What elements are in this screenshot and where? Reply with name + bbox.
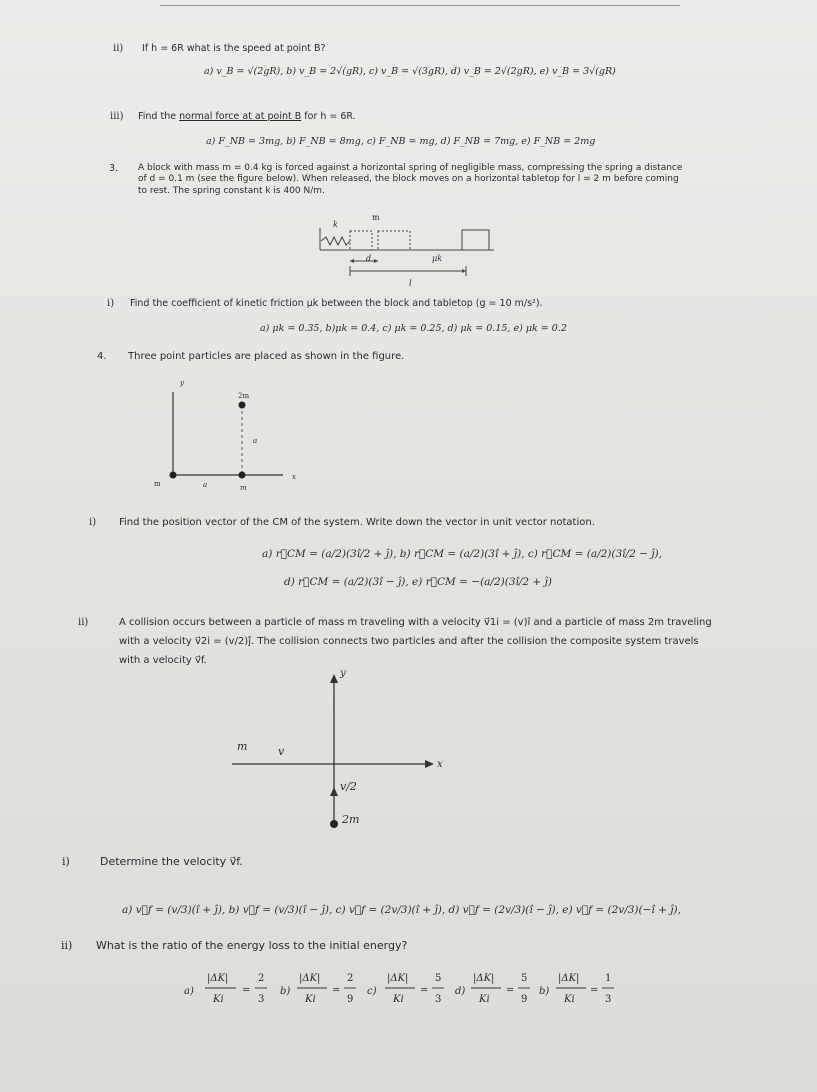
answer-options: a) μk = 0.35, b)μk = 0.4, c) μk = 0.25, d) μk = 0.15, e) μk = 0.2 xyxy=(260,323,567,334)
fig-label-x: x xyxy=(292,473,296,481)
fig-label-2m: 2m xyxy=(342,813,360,826)
problem-text: Three point particles are placed as shown in the figure. xyxy=(128,351,405,362)
fig-label-k: k xyxy=(333,220,338,229)
option-label: a) xyxy=(184,986,194,997)
ratio-numerator: |ΔK| xyxy=(473,973,495,984)
ratio-numerator: |ΔK| xyxy=(299,973,321,984)
question-line: with a velocity v⃗f. xyxy=(119,655,207,666)
text-fragment: Find the xyxy=(138,111,180,122)
question-text: If h = 6R what is the speed at point B? xyxy=(142,43,326,54)
fig-label-l: l xyxy=(409,279,412,288)
equals-sign: = xyxy=(506,985,515,996)
answer-options: a) v⃗f = (v/3)(î + ĵ), b) v⃗f = (v/3)(î − ĵ), c) v⃗f = (2v/3)(î + ĵ), d) v⃗f = (2v/3)(î − ĵ), e) v⃗f = (2v/3)(−î + ĵ), xyxy=(122,904,681,916)
option-label: d) xyxy=(455,986,466,997)
fig-label-mu: μk xyxy=(432,254,443,263)
ratio-denominator: Ki xyxy=(305,994,316,1005)
value-denominator: 3 xyxy=(605,994,612,1005)
value-numerator: 1 xyxy=(605,973,612,984)
fig-label-m: m xyxy=(240,484,247,492)
option-label: b) xyxy=(280,986,291,997)
fig-label-v: v xyxy=(278,745,285,758)
answer-options: a) r⃗CM = (a/2)(3î/2 + ĵ), b) r⃗CM = (a/2)(3î + ĵ), c) r⃗CM = (a/2)(3î/2 − ĵ), xyxy=(262,548,662,560)
question-number: ii) xyxy=(61,939,73,952)
value-denominator: 9 xyxy=(521,994,528,1005)
question-number: i) xyxy=(107,298,115,309)
fig-label-m: m xyxy=(154,480,161,488)
fig-label-y: y xyxy=(340,668,346,679)
question-line: A collision occurs between a particle of mass m traveling with a velocity v⃗1i = (v)î and a particle of mass 2m traveling xyxy=(119,617,712,628)
question-text: Find the coefficient of kinetic friction μk between the block and tabletop (g = 10 m/s²). xyxy=(130,298,543,309)
equals-sign: = xyxy=(420,985,429,996)
fig-label-a: a xyxy=(203,481,208,489)
fig-label-2m: 2m xyxy=(238,392,250,400)
equals-sign: = xyxy=(332,985,341,996)
equals-sign: = xyxy=(590,985,599,996)
value-denominator: 3 xyxy=(435,994,442,1005)
answer-options: a) F_NB = 3mg, b) F_NB = 8mg, c) F_NB = mg, d) F_NB = 7mg, e) F_NB = 2mg xyxy=(206,136,596,147)
problem-number: 4. xyxy=(97,351,107,362)
fig-label-a: a xyxy=(253,437,258,445)
value-numerator: 5 xyxy=(521,973,528,984)
problem-number: 3. xyxy=(109,163,119,174)
value-numerator: 2 xyxy=(258,973,265,984)
problem-line: of d = 0.1 m (see the figure below). When released, the block moves on a horizontal tabletop for l = 2 m before coming xyxy=(138,174,679,184)
ratio-denominator: Ki xyxy=(213,994,224,1005)
problem-line: A block with mass m = 0.4 kg is forced against a horizontal spring of negligible mass, compressing the spring a distance xyxy=(138,163,683,173)
value-numerator: 2 xyxy=(347,973,354,984)
question-number: i) xyxy=(89,517,97,528)
ratio-numerator: |ΔK| xyxy=(558,973,580,984)
text-fragment: for h = 6R. xyxy=(301,111,356,122)
question-text: What is the ratio of the energy loss to the initial energy? xyxy=(96,939,408,952)
value-numerator: 5 xyxy=(435,973,442,984)
answer-options: d) r⃗CM = (a/2)(3î − ĵ), e) r⃗CM = −(a/2)(3î/2 + ĵ) xyxy=(284,576,552,588)
question-number: ii) xyxy=(78,617,89,628)
answer-options: a) v_B = √(2gR), b) v_B = 2√(gR), c) v_B = √(3gR), d) v_B = 2√(2gR), e) v_B = 3√(gR) xyxy=(204,66,616,77)
value-denominator: 9 xyxy=(347,994,354,1005)
ratio-numerator: |ΔK| xyxy=(387,973,409,984)
fig-label-d: d xyxy=(366,254,372,263)
fig-label-v-half: v/2 xyxy=(340,780,357,793)
question-line: with a velocity v⃗2i = (v/2)ĵ. The collision connects two particles and after the collision the composite system travels xyxy=(119,636,699,647)
fig-label-x: x xyxy=(437,759,443,770)
underlined-text: normal force at at point B xyxy=(179,111,302,122)
ratio-denominator: Ki xyxy=(393,994,404,1005)
fig-label-y: y xyxy=(180,379,184,387)
question-text: Find the position vector of the CM of the system. Write down the vector in unit vector notation. xyxy=(119,517,595,528)
question-number: i) xyxy=(62,855,70,868)
question-number: iii) xyxy=(110,111,124,122)
question-number: ii) xyxy=(113,43,124,54)
fig-label-m: m xyxy=(372,213,380,222)
ratio-denominator: Ki xyxy=(479,994,490,1005)
value-denominator: 3 xyxy=(258,994,265,1005)
question-text: Determine the velocity v⃗f. xyxy=(100,855,243,868)
equals-sign: = xyxy=(242,985,251,996)
fig-label-m: m xyxy=(237,740,248,753)
ratio-numerator: |ΔK| xyxy=(207,973,229,984)
ratio-denominator: Ki xyxy=(564,994,575,1005)
option-label: b) xyxy=(539,986,550,997)
problem-line: to rest. The spring constant k is 400 N/m. xyxy=(138,186,325,196)
option-label: c) xyxy=(367,986,377,997)
